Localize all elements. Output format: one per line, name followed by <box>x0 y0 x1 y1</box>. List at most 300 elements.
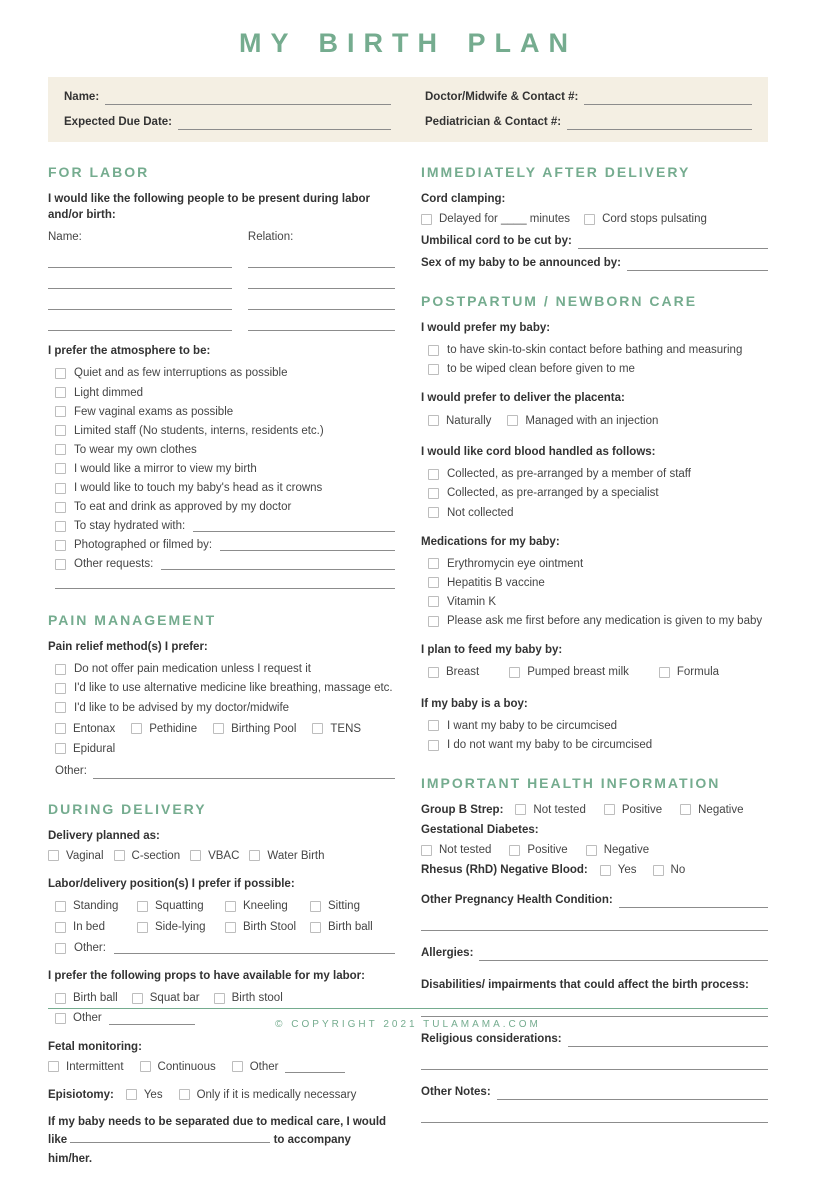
checkbox-label: To wear my own clothes <box>74 443 197 456</box>
rhesus-label: Rhesus (RhD) Negative Blood: <box>421 864 588 877</box>
checkbox-label: I'd like to be advised by my doctor/midwife <box>74 701 290 714</box>
checkbox-icon[interactable] <box>310 901 321 912</box>
relation-column-header: Relation: <box>247 231 294 244</box>
other-notes-label: Other Notes: <box>421 1085 491 1098</box>
checkbox-icon[interactable] <box>55 683 66 694</box>
checkbox-icon[interactable] <box>55 406 66 417</box>
person-relation-fill-line[interactable] <box>248 314 395 331</box>
option-label: Epidural <box>73 742 116 755</box>
checkbox-label: Please ask me first before any medication is given to my baby <box>447 614 763 627</box>
medications-group <box>421 534 768 629</box>
pediatrician-label: Pediatrician & Contact #: <box>425 116 562 129</box>
checkbox-icon[interactable] <box>55 444 66 455</box>
sex-announced-field <box>421 255 768 271</box>
sex-announced-fill-line[interactable] <box>627 257 768 271</box>
checkbox-icon[interactable] <box>55 483 66 494</box>
checkbox-icon[interactable] <box>428 488 439 499</box>
checkbox-icon[interactable] <box>179 1089 190 1100</box>
checkbox-option[interactable] <box>428 413 491 429</box>
checkbox-option[interactable] <box>584 211 707 227</box>
separation-fill-line[interactable] <box>70 1132 270 1143</box>
checkbox-label: Erythromycin eye ointment <box>447 557 584 570</box>
allergies-fill-line[interactable] <box>479 947 768 961</box>
people-table <box>48 247 395 331</box>
baby-preference-checklist <box>421 342 768 377</box>
checkbox-option[interactable] <box>586 842 649 858</box>
checkbox-icon[interactable] <box>428 596 439 607</box>
during-delivery-heading: DURING DELIVERY <box>48 800 207 817</box>
checkbox-option[interactable] <box>114 848 181 864</box>
checkbox-item[interactable] <box>48 385 395 401</box>
option-label: Yes <box>143 1088 163 1101</box>
checkbox-option[interactable] <box>509 664 629 680</box>
checkbox-icon[interactable] <box>586 845 597 856</box>
option-label: Formula <box>676 666 720 679</box>
option-label: Negative <box>603 844 650 857</box>
info-box-left-column <box>64 89 391 130</box>
copyright-text: © COPYRIGHT 2021 TULAMAMA.COM <box>275 1019 541 1030</box>
checkbox-icon[interactable] <box>428 345 439 356</box>
checkbox-label: I would like to touch my baby's head as it crowns <box>74 481 323 494</box>
rhesus-options <box>600 862 685 878</box>
pain-relief-label: Pain relief method(s) I prefer: <box>48 641 208 654</box>
checkbox-icon[interactable] <box>55 664 66 675</box>
section-important-health-information <box>421 775 768 1123</box>
episiotomy-row <box>48 1087 395 1103</box>
group-b-strep-options <box>515 802 743 818</box>
checkbox-item[interactable] <box>48 680 395 696</box>
checkbox-option[interactable] <box>249 848 324 864</box>
sex-announced-label: Sex of my baby to be announced by: <box>421 257 622 270</box>
checkbox-icon[interactable] <box>132 993 143 1004</box>
checkbox-option[interactable] <box>55 990 118 1006</box>
due-date-fill-line[interactable] <box>178 116 391 130</box>
postpartum-heading: POSTPARTUM / NEWBORN CARE <box>421 293 698 310</box>
option-label: Birth Stool <box>243 921 297 934</box>
fill-in-line[interactable] <box>161 565 395 570</box>
checkbox-option[interactable] <box>225 898 310 914</box>
checkbox-icon[interactable] <box>225 901 236 912</box>
disabilities-label: Disabilities/ impairments that could affect the birth process: <box>421 979 749 992</box>
info-box-right-column <box>425 89 752 130</box>
checkbox-item[interactable] <box>421 466 768 482</box>
feeding-label: I plan to feed my baby by: <box>421 644 563 657</box>
name-fill-line[interactable] <box>105 91 391 105</box>
person-relation-fill-line[interactable] <box>248 251 395 268</box>
checkbox-item[interactable] <box>48 556 395 572</box>
checkbox-icon[interactable] <box>428 415 439 426</box>
checkbox-icon[interactable] <box>140 1061 151 1072</box>
placenta-options <box>421 413 658 429</box>
religious-fill-line[interactable] <box>568 1033 768 1047</box>
person-relation-fill-line[interactable] <box>248 293 395 310</box>
checkbox-item[interactable] <box>421 575 768 591</box>
checkbox-item[interactable] <box>421 342 768 358</box>
section-postpartum-newborn-care <box>421 293 768 753</box>
religious-field <box>421 1031 768 1047</box>
checkbox-option[interactable] <box>421 842 491 858</box>
pediatrician-field <box>425 114 752 130</box>
allergies-label: Allergies: <box>421 947 474 960</box>
health-information-heading: IMPORTANT HEALTH INFORMATION <box>421 775 721 792</box>
placenta-group <box>421 390 768 431</box>
checkbox-option[interactable] <box>55 741 115 757</box>
option-label: Not tested <box>439 844 492 857</box>
option-label: Birth ball <box>73 992 118 1005</box>
group-b-strep-label: Group B Strep: <box>421 803 504 816</box>
checkbox-icon[interactable] <box>428 740 439 751</box>
religious-fill-line-2[interactable] <box>421 1053 768 1070</box>
checkbox-label: I would like a mirror to view my birth <box>74 462 257 475</box>
checkbox-label: Hepatitis B vaccine <box>447 576 545 589</box>
checkbox-label: Few vaginal exams as possible <box>74 405 234 418</box>
checkbox-option[interactable] <box>507 413 658 429</box>
checkbox-icon[interactable] <box>600 865 611 876</box>
cord-clamping-row <box>421 191 768 227</box>
option-label: Birth ball <box>328 921 373 934</box>
position-other-label: Other: <box>74 942 106 955</box>
checkbox-icon[interactable] <box>55 502 66 513</box>
right-column <box>421 164 768 1190</box>
checkbox-icon[interactable] <box>428 364 439 375</box>
checkbox-item[interactable] <box>48 537 395 553</box>
checkbox-icon[interactable] <box>428 720 439 731</box>
option-label: Only if it is medically necessary <box>196 1088 357 1101</box>
checkbox-option[interactable] <box>604 802 662 818</box>
fetal-monitoring-row <box>48 1039 395 1075</box>
option-label: Other <box>73 1012 102 1025</box>
checkbox-icon[interactable] <box>137 922 148 933</box>
positions-label: Labor/delivery position(s) I prefer if possible: <box>48 877 295 890</box>
checkbox-icon[interactable] <box>48 1061 59 1072</box>
pain-other-field <box>48 763 395 779</box>
continuation-line-row <box>48 575 395 590</box>
checkbox-icon[interactable] <box>55 743 66 754</box>
option-label: Water Birth <box>267 849 325 862</box>
checkbox-option[interactable] <box>310 898 395 914</box>
baby-boy-checklist <box>421 718 768 753</box>
checkbox-icon[interactable] <box>213 723 224 734</box>
option-label: Delayed for ____ minutes <box>439 213 571 226</box>
person-row <box>48 310 395 331</box>
checkbox-option[interactable] <box>55 898 137 914</box>
person-relation-fill-line[interactable] <box>248 272 395 289</box>
checkbox-icon[interactable] <box>604 804 615 815</box>
checkbox-item[interactable] <box>48 700 395 716</box>
option-label: Naturally <box>446 414 492 427</box>
option-label: Standing <box>73 899 119 912</box>
checkbox-option[interactable] <box>190 848 239 864</box>
checkbox-item[interactable] <box>48 442 395 458</box>
checkbox-option[interactable] <box>126 1087 163 1103</box>
checkbox-icon[interactable] <box>312 723 323 734</box>
checkbox-icon[interactable] <box>55 540 66 551</box>
allergies-field <box>421 945 768 961</box>
checkbox-icon[interactable] <box>55 922 66 933</box>
checkbox-icon[interactable] <box>428 507 439 518</box>
people-table-header <box>48 229 395 245</box>
checkbox-option[interactable] <box>232 1059 346 1075</box>
contact-info-box <box>48 77 768 142</box>
episiotomy-options <box>126 1087 357 1103</box>
checkbox-option[interactable] <box>48 1059 124 1075</box>
gestational-diabetes-label: Gestational Diabetes: <box>421 823 539 836</box>
checkbox-option[interactable] <box>132 990 200 1006</box>
checkbox-label: Collected, as pre-arranged by a member of staff <box>447 468 691 481</box>
checkbox-icon[interactable] <box>428 616 439 627</box>
option-label: Other <box>249 1060 279 1073</box>
for-labor-heading: FOR LABOR <box>48 164 150 181</box>
person-name-fill-line[interactable] <box>48 251 232 268</box>
checkbox-label: Not collected <box>447 506 514 519</box>
checkbox-label: to have skin-to-skin contact before bathing and measuring <box>447 344 743 357</box>
checkbox-icon[interactable] <box>55 425 66 436</box>
name-label: Name: <box>64 91 100 104</box>
checkbox-option[interactable] <box>515 802 585 818</box>
checkbox-icon[interactable] <box>114 850 125 861</box>
separation-text-1: If my baby needs to be separated due to medical care, I would like <box>48 1115 387 1147</box>
checkbox-option[interactable] <box>213 721 296 737</box>
checkbox-icon[interactable] <box>249 850 260 861</box>
page-title: MY BIRTH PLAN <box>238 28 577 58</box>
checkbox-label: Light dimmed <box>74 386 144 399</box>
checkbox-item[interactable] <box>421 718 768 734</box>
checkbox-icon[interactable] <box>225 922 236 933</box>
pain-relief-checklist <box>48 661 395 715</box>
option-label: Birth stool <box>231 992 283 1005</box>
checkbox-option[interactable] <box>55 919 137 935</box>
checkbox-icon[interactable] <box>428 469 439 480</box>
immediately-after-heading: IMMEDIATELY AFTER DELIVERY <box>421 164 691 181</box>
checkbox-icon[interactable] <box>55 993 66 1004</box>
doctor-field <box>425 89 752 105</box>
other-notes-fill-line-2[interactable] <box>421 1106 768 1123</box>
option-label: Kneeling <box>243 899 288 912</box>
checkbox-icon[interactable] <box>55 702 66 713</box>
checkbox-icon[interactable] <box>515 804 526 815</box>
checkbox-icon[interactable] <box>126 1089 137 1100</box>
person-row <box>48 247 395 268</box>
page-footer <box>48 1008 768 1032</box>
pain-other-fill-line[interactable] <box>93 765 395 779</box>
rhesus-row <box>421 862 768 878</box>
other-condition-fill-line-2[interactable] <box>421 914 768 931</box>
checkbox-label: I do not want my baby to be circumcised <box>447 738 653 751</box>
baby-preference-label: I would prefer my baby: <box>421 322 551 335</box>
pediatrician-fill-line[interactable] <box>567 116 752 130</box>
two-column-layout <box>48 164 768 1190</box>
doctor-label: Doctor/Midwife & Contact #: <box>425 91 579 104</box>
checkbox-icon[interactable] <box>310 922 321 933</box>
position-other-option[interactable] <box>48 940 395 956</box>
checkbox-item[interactable] <box>48 518 395 534</box>
checkbox-icon[interactable] <box>131 723 142 734</box>
checkbox-item[interactable] <box>48 461 395 477</box>
checkbox-option[interactable] <box>48 848 104 864</box>
cord-blood-checklist <box>421 466 768 520</box>
person-name-fill-line[interactable] <box>48 314 232 331</box>
checkbox-option[interactable] <box>509 842 567 858</box>
fetal-monitoring-label: Fetal monitoring: <box>48 1040 142 1053</box>
checkbox-icon[interactable] <box>428 577 439 588</box>
baby-boy-label: If my baby is a boy: <box>421 697 528 710</box>
pain-other-label: Other: <box>55 764 87 777</box>
checkbox-icon[interactable] <box>659 667 670 678</box>
feeding-options <box>421 664 719 680</box>
footer-divider <box>48 1008 768 1009</box>
baby-boy-group <box>421 696 768 753</box>
checkbox-item[interactable] <box>48 365 395 381</box>
name-column-header: Name: <box>48 231 82 244</box>
feeding-group <box>421 642 768 683</box>
checkbox-option[interactable] <box>140 1059 216 1075</box>
checkbox-label: Do not offer pain medication unless I request it <box>74 663 311 676</box>
baby-preference-group <box>421 320 768 377</box>
separation-text-2: to accompany him/her. <box>48 1134 351 1165</box>
checkbox-label: to be wiped clean before given to me <box>447 363 635 376</box>
option-label: Side-lying <box>155 921 206 934</box>
checkbox-option[interactable] <box>137 919 225 935</box>
option-label: Entonax <box>73 722 116 735</box>
separation-statement <box>48 1113 395 1168</box>
other-condition-fill-line[interactable] <box>619 894 768 908</box>
checkbox-item[interactable] <box>48 499 395 515</box>
option-label: Cord stops pulsating <box>602 213 707 226</box>
person-name-fill-line[interactable] <box>48 293 232 310</box>
checkbox-option[interactable] <box>421 211 570 227</box>
checkbox-label: Limited staff (No students, interns, residents etc.) <box>74 424 324 437</box>
checkbox-item[interactable] <box>48 480 395 496</box>
checkbox-icon[interactable] <box>428 667 439 678</box>
checkbox-label: To stay hydrated with: <box>74 520 186 533</box>
checkbox-option[interactable] <box>680 802 743 818</box>
checkbox-icon[interactable] <box>55 943 66 954</box>
option-label: Yes <box>617 864 637 877</box>
checkbox-icon[interactable] <box>509 845 520 856</box>
umbilical-cord-label: Umbilical cord to be cut by: <box>421 235 572 248</box>
option-label: Pethidine <box>149 722 198 735</box>
checkbox-icon[interactable] <box>55 901 66 912</box>
checkbox-icon[interactable] <box>428 558 439 569</box>
checkbox-label: Collected, as pre-arranged by a specialist <box>447 487 659 500</box>
umbilical-cord-field <box>421 233 768 249</box>
option-label: TENS <box>330 722 362 735</box>
religious-label: Religious considerations: <box>421 1032 562 1045</box>
checkbox-option[interactable] <box>428 664 479 680</box>
checkbox-option[interactable] <box>131 721 197 737</box>
checkbox-icon[interactable] <box>232 1061 243 1072</box>
checkbox-option[interactable] <box>225 919 310 935</box>
cord-clamping-label: Cord clamping: <box>421 193 506 206</box>
checkbox-icon[interactable] <box>55 559 66 570</box>
checkbox-option[interactable] <box>653 862 686 878</box>
due-date-field <box>64 114 391 130</box>
checkbox-option[interactable] <box>312 721 361 737</box>
checkbox-item[interactable] <box>421 594 768 610</box>
checkbox-icon[interactable] <box>190 850 201 861</box>
option-label: Not tested <box>533 803 586 816</box>
fill-in-line[interactable] <box>285 1068 345 1073</box>
checkbox-option[interactable] <box>600 862 637 878</box>
props-label: I prefer the following props to have available for my labor: <box>48 970 365 983</box>
checkbox-icon[interactable] <box>653 865 664 876</box>
checkbox-icon[interactable] <box>509 667 520 678</box>
checkbox-option[interactable] <box>55 721 115 737</box>
checkbox-item[interactable] <box>421 737 768 753</box>
delivery-planned-options <box>48 848 325 864</box>
umbilical-cord-fill-line[interactable] <box>578 235 768 249</box>
checkbox-option[interactable] <box>179 1087 357 1103</box>
option-label: VBAC <box>208 849 240 862</box>
checkbox-option[interactable] <box>310 919 395 935</box>
checkbox-item[interactable] <box>421 613 768 629</box>
checkbox-icon[interactable] <box>421 214 432 225</box>
doctor-fill-line[interactable] <box>584 91 752 105</box>
pain-method-options <box>48 721 395 757</box>
checkbox-icon[interactable] <box>214 993 225 1004</box>
fill-in-line[interactable] <box>55 575 395 589</box>
option-label: Intermittent <box>66 1060 124 1073</box>
name-field <box>64 89 391 105</box>
checkbox-icon[interactable] <box>584 214 595 225</box>
checkbox-icon[interactable] <box>421 845 432 856</box>
checkbox-item[interactable] <box>48 423 395 439</box>
checkbox-icon[interactable] <box>507 415 518 426</box>
people-present-label: I would like the following people to be present during labor and/or birth: <box>48 193 371 222</box>
checkbox-item[interactable] <box>421 556 768 572</box>
checkbox-icon[interactable] <box>55 387 66 398</box>
checkbox-icon[interactable] <box>680 804 691 815</box>
position-other-fill-line[interactable] <box>114 949 395 954</box>
other-notes-fill-line[interactable] <box>497 1086 768 1100</box>
checkbox-item[interactable] <box>421 361 768 377</box>
placenta-label: I would prefer to deliver the placenta: <box>421 392 625 405</box>
checkbox-option[interactable] <box>214 990 283 1006</box>
option-label: Positive <box>621 803 663 816</box>
checkbox-item[interactable] <box>48 404 395 420</box>
checkbox-icon[interactable] <box>55 463 66 474</box>
checkbox-item[interactable] <box>421 505 768 521</box>
checkbox-label: I want my baby to be circumcised <box>447 719 618 732</box>
delivery-planned-row <box>48 828 395 864</box>
checkbox-icon[interactable] <box>55 521 66 532</box>
checkbox-icon[interactable] <box>48 850 59 861</box>
checkbox-icon[interactable] <box>55 368 66 379</box>
fill-in-line[interactable] <box>220 546 395 551</box>
medications-checklist <box>421 556 768 629</box>
fill-in-line[interactable] <box>193 527 395 532</box>
checkbox-option[interactable] <box>137 898 225 914</box>
pain-management-heading: PAIN MANAGEMENT <box>48 612 217 629</box>
checkbox-option[interactable] <box>659 664 719 680</box>
checkbox-item[interactable] <box>48 661 395 677</box>
person-name-fill-line[interactable] <box>48 272 232 289</box>
checkbox-label: Quiet and as few interruptions as possible <box>74 367 288 380</box>
cord-clamping-options <box>421 211 707 227</box>
option-label: Positive <box>527 844 568 857</box>
section-immediately-after-delivery <box>421 164 768 271</box>
cord-blood-group <box>421 444 768 520</box>
checkbox-item[interactable] <box>421 485 768 501</box>
option-label: C-section <box>131 849 181 862</box>
left-column <box>48 164 395 1190</box>
option-label: No <box>670 864 686 877</box>
atmosphere-checklist <box>48 365 395 590</box>
checkbox-label: To eat and drink as approved by my doctor <box>74 501 292 514</box>
checkbox-icon[interactable] <box>137 901 148 912</box>
option-label: Sitting <box>328 899 360 912</box>
checkbox-icon[interactable] <box>55 723 66 734</box>
